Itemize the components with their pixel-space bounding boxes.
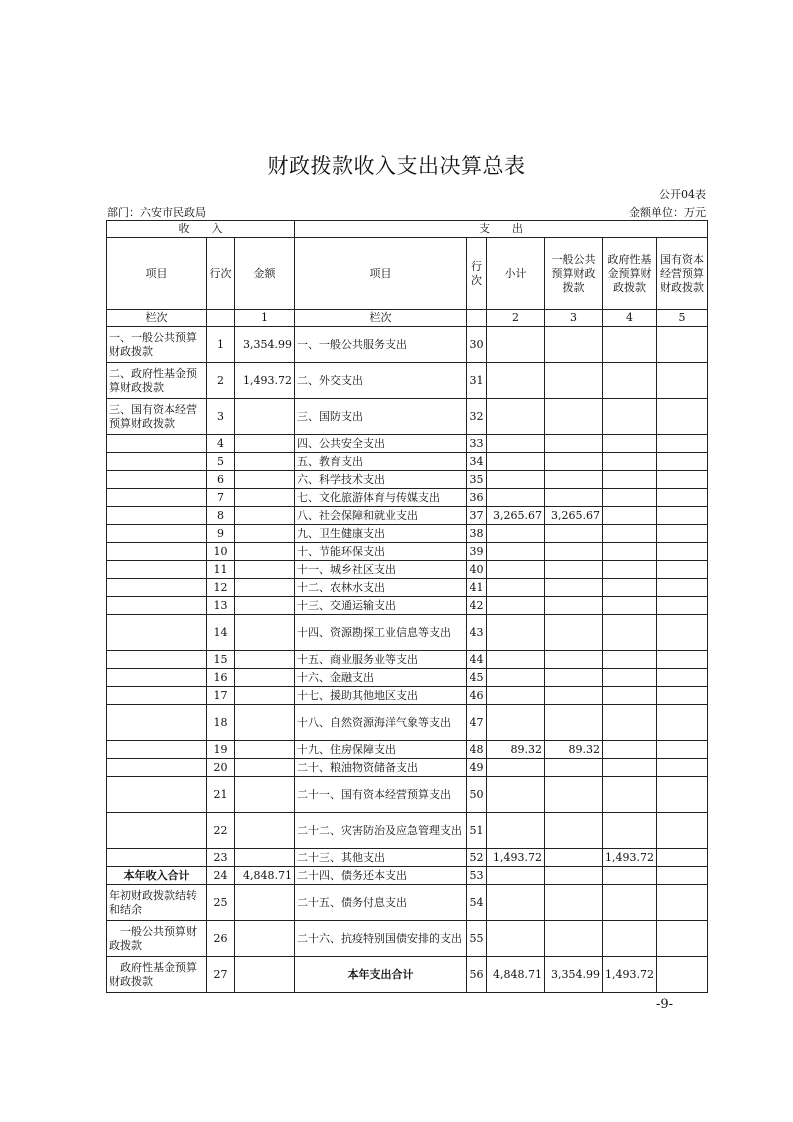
general-budget-cell [545, 777, 603, 813]
column-index-1: 1 [235, 310, 295, 327]
expense-line-no-cell: 31 [467, 363, 487, 399]
income-item-cell [107, 741, 207, 759]
expense-line-no-cell: 49 [467, 759, 487, 777]
income-amount-cell [235, 777, 295, 813]
subtotal-cell [487, 597, 545, 615]
income-line-no-cell: 21 [207, 777, 235, 813]
general-budget-cell [545, 759, 603, 777]
income-item-cell [107, 615, 207, 651]
gov-fund-cell [603, 669, 657, 687]
income-item-cell [107, 759, 207, 777]
gov-fund-cell: 1,493.72 [603, 957, 657, 993]
income-amount-cell [235, 921, 295, 957]
gov-fund-header: 政府性基金预算财政拨款 [603, 238, 657, 310]
income-item-cell [107, 777, 207, 813]
expense-item-cell: 二十六、抗疫特别国债安排的支出 [295, 921, 467, 957]
income-line-no-cell: 27 [207, 957, 235, 993]
income-item-cell: 一般公共预算财政拨款 [107, 921, 207, 957]
expense-item-cell: 十、节能环保支出 [295, 543, 467, 561]
table-row [107, 867, 708, 885]
expense-item-cell: 二十、粮油物资储备支出 [295, 759, 467, 777]
state-capital-cell [657, 957, 708, 993]
subtotal-cell [487, 669, 545, 687]
general-budget-cell [545, 687, 603, 705]
state-capital-cell [657, 813, 708, 849]
income-item-cell [107, 489, 207, 507]
income-item-cell [107, 435, 207, 453]
state-capital-cell [657, 327, 708, 363]
income-amount-header: 金额 [235, 238, 295, 310]
subtotal-cell [487, 687, 545, 705]
general-budget-cell: 89.32 [545, 741, 603, 759]
subtotal-cell [487, 471, 545, 489]
subtotal-cell [487, 435, 545, 453]
expense-line-no-cell: 42 [467, 597, 487, 615]
income-item-cell [107, 507, 207, 525]
income-item-cell [107, 453, 207, 471]
general-budget-cell [545, 561, 603, 579]
gov-fund-cell [603, 579, 657, 597]
table-row [107, 453, 708, 471]
gov-fund-cell [603, 741, 657, 759]
general-budget-cell [545, 489, 603, 507]
state-capital-cell [657, 849, 708, 867]
expense-line-no-cell: 44 [467, 651, 487, 669]
income-amount-cell [235, 399, 295, 435]
table-row [107, 525, 708, 543]
table-row [107, 363, 708, 399]
gov-fund-cell [603, 867, 657, 885]
income-amount-cell [235, 615, 295, 651]
state-capital-cell [657, 561, 708, 579]
unit-label: 金额单位：万元 [629, 206, 706, 219]
gov-fund-cell [603, 615, 657, 651]
expense-line-no-cell: 56 [467, 957, 487, 993]
expense-line-no-cell: 36 [467, 489, 487, 507]
table-row [107, 651, 708, 669]
income-amount-cell: 4,848.71 [235, 867, 295, 885]
page-title: 财政拨款收入支出决算总表 [267, 154, 526, 178]
income-amount-cell [235, 669, 295, 687]
income-amount-cell [235, 435, 295, 453]
income-item-cell: 二、政府性基金预算财政拨款 [107, 363, 207, 399]
gov-fund-cell [603, 813, 657, 849]
expense-line-no-cell: 53 [467, 867, 487, 885]
table-row [107, 615, 708, 651]
expense-item-cell: 六、科学技术支出 [295, 471, 467, 489]
gov-fund-cell [603, 651, 657, 669]
subtotal-cell [487, 813, 545, 849]
gov-fund-cell [603, 777, 657, 813]
income-section-header: 收 入 [107, 221, 295, 238]
column-index-3: 3 [545, 310, 603, 327]
state-capital-cell [657, 579, 708, 597]
subtotal-cell [487, 651, 545, 669]
income-amount-cell [235, 561, 295, 579]
general-budget-cell: 3,354.99 [545, 957, 603, 993]
income-line-no-cell: 17 [207, 687, 235, 705]
income-line-no-cell: 11 [207, 561, 235, 579]
income-line-no-cell: 20 [207, 759, 235, 777]
general-budget-cell [545, 867, 603, 885]
income-line-no-cell: 19 [207, 741, 235, 759]
income-item-cell [107, 579, 207, 597]
column-index-row [107, 310, 708, 327]
general-budget-cell [545, 453, 603, 471]
income-line-no-cell: 1 [207, 327, 235, 363]
gov-fund-cell [603, 705, 657, 741]
income-line-no-cell: 12 [207, 579, 235, 597]
expense-item-cell: 十九、住房保障支出 [295, 741, 467, 759]
expense-line-no-cell: 40 [467, 561, 487, 579]
state-capital-cell [657, 777, 708, 813]
general-budget-cell [545, 597, 603, 615]
state-capital-cell [657, 759, 708, 777]
income-item-cell [107, 561, 207, 579]
table-row [107, 543, 708, 561]
state-capital-cell [657, 921, 708, 957]
state-capital-cell [657, 453, 708, 471]
column-index-2: 2 [487, 310, 545, 327]
income-line-no-cell: 13 [207, 597, 235, 615]
income-line-no-cell: 10 [207, 543, 235, 561]
income-amount-cell [235, 651, 295, 669]
income-amount-cell [235, 525, 295, 543]
income-line-no-cell: 22 [207, 813, 235, 849]
subtotal-cell [487, 705, 545, 741]
table-row [107, 327, 708, 363]
subtotal-cell [487, 885, 545, 921]
table-row [107, 489, 708, 507]
table-row [107, 849, 708, 867]
general-budget-cell [545, 885, 603, 921]
state-capital-cell [657, 435, 708, 453]
expense-item-cell: 二十三、其他支出 [295, 849, 467, 867]
income-amount-cell [235, 705, 295, 741]
income-item-header: 项目 [107, 238, 207, 310]
expense-line-no-cell: 51 [467, 813, 487, 849]
income-amount-cell [235, 471, 295, 489]
income-item-cell [107, 687, 207, 705]
expense-item-cell: 七、文化旅游体育与传媒支出 [295, 489, 467, 507]
expense-line-no-cell: 45 [467, 669, 487, 687]
general-budget-cell [545, 615, 603, 651]
table-row [107, 435, 708, 453]
expense-item-cell: 二十一、国有资本经营预算支出 [295, 777, 467, 813]
state-capital-cell [657, 867, 708, 885]
gov-fund-cell [603, 597, 657, 615]
state-capital-cell [657, 741, 708, 759]
income-amount-cell [235, 813, 295, 849]
subtotal-cell [487, 777, 545, 813]
income-item-cell: 年初财政拨款结转和结余 [107, 885, 207, 921]
expense-item-cell: 十六、金融支出 [295, 669, 467, 687]
page-number: -9- [656, 997, 674, 1012]
income-amount-cell [235, 597, 295, 615]
table-row [107, 957, 708, 993]
state-capital-cell [657, 687, 708, 705]
table-row [107, 669, 708, 687]
general-budget-cell [545, 921, 603, 957]
income-amount-cell: 3,354.99 [235, 327, 295, 363]
income-item-cell: 三、国有资本经营预算财政拨款 [107, 399, 207, 435]
subtotal-header: 小计 [487, 238, 545, 310]
column-index-label: 栏次 [107, 310, 207, 327]
income-amount-cell: 1,493.72 [235, 363, 295, 399]
gov-fund-cell [603, 687, 657, 705]
expense-item-cell: 十一、城乡社区支出 [295, 561, 467, 579]
expense-item-cell: 二十四、债务还本支出 [295, 867, 467, 885]
expense-item-header: 项目 [295, 238, 467, 310]
expense-line-no-cell: 48 [467, 741, 487, 759]
expense-item-cell: 十七、援助其他地区支出 [295, 687, 467, 705]
income-line-no-cell: 18 [207, 705, 235, 741]
income-amount-cell [235, 543, 295, 561]
general-budget-cell [545, 669, 603, 687]
table-row [107, 687, 708, 705]
expense-item-cell: 十二、农林水支出 [295, 579, 467, 597]
gov-fund-cell [603, 921, 657, 957]
gov-fund-cell [603, 759, 657, 777]
gov-fund-cell [603, 363, 657, 399]
income-line-no-cell: 15 [207, 651, 235, 669]
expense-line-no-cell: 33 [467, 435, 487, 453]
income-line-no-cell: 14 [207, 615, 235, 651]
income-item-cell [107, 525, 207, 543]
income-item-cell [107, 669, 207, 687]
gov-fund-cell [603, 507, 657, 525]
subtotal-cell [487, 543, 545, 561]
expense-item-cell: 二、外交支出 [295, 363, 467, 399]
expense-item-cell: 十五、商业服务业等支出 [295, 651, 467, 669]
empty-cell [467, 310, 487, 327]
table-row [107, 579, 708, 597]
expense-item-cell: 三、国防支出 [295, 399, 467, 435]
gov-fund-cell [603, 525, 657, 543]
state-capital-cell [657, 615, 708, 651]
expense-line-no-cell: 46 [467, 687, 487, 705]
section-header-row [107, 221, 708, 238]
table-row [107, 813, 708, 849]
state-capital-cell [657, 597, 708, 615]
general-budget-cell [545, 813, 603, 849]
subtotal-cell [487, 363, 545, 399]
state-capital-cell [657, 885, 708, 921]
general-budget-cell [545, 651, 603, 669]
expense-item-cell: 十八、自然资源海洋气象等支出 [295, 705, 467, 741]
subtotal-cell [487, 759, 545, 777]
expense-line-no-cell: 34 [467, 453, 487, 471]
general-budget-cell [545, 327, 603, 363]
income-line-no-cell: 9 [207, 525, 235, 543]
column-index-label-expense: 栏次 [295, 310, 467, 327]
gov-fund-cell [603, 561, 657, 579]
state-capital-cell [657, 471, 708, 489]
gov-fund-cell [603, 543, 657, 561]
expense-line-no-cell: 50 [467, 777, 487, 813]
state-capital-cell [657, 399, 708, 435]
expense-line-no-cell: 43 [467, 615, 487, 651]
state-capital-cell [657, 543, 708, 561]
income-item-cell [107, 813, 207, 849]
gov-fund-cell [603, 489, 657, 507]
income-amount-cell [235, 741, 295, 759]
expense-line-no-cell: 55 [467, 921, 487, 957]
gov-fund-cell: 1,493.72 [603, 849, 657, 867]
subtotal-cell: 3,265.67 [487, 507, 545, 525]
subtotal-cell [487, 453, 545, 471]
income-amount-cell [235, 687, 295, 705]
income-item-cell [107, 471, 207, 489]
income-item-cell: 政府性基金预算财政拨款 [107, 957, 207, 993]
income-amount-cell [235, 579, 295, 597]
expense-item-cell: 四、公共安全支出 [295, 435, 467, 453]
expense-item-cell: 五、教育支出 [295, 453, 467, 471]
subtotal-cell [487, 327, 545, 363]
income-line-no-cell: 16 [207, 669, 235, 687]
gov-fund-cell [603, 399, 657, 435]
expense-item-cell: 一、一般公共服务支出 [295, 327, 467, 363]
subtotal-cell [487, 399, 545, 435]
expense-item-cell: 九、卫生健康支出 [295, 525, 467, 543]
table-row [107, 507, 708, 525]
expense-line-no-cell: 30 [467, 327, 487, 363]
income-item-cell [107, 543, 207, 561]
gov-fund-cell [603, 327, 657, 363]
expense-line-no-cell: 37 [467, 507, 487, 525]
income-amount-cell [235, 507, 295, 525]
expense-item-cell: 八、社会保障和就业支出 [295, 507, 467, 525]
table-row [107, 705, 708, 741]
expense-line-no-cell: 39 [467, 543, 487, 561]
table-row [107, 471, 708, 489]
income-line-no-cell: 3 [207, 399, 235, 435]
expense-section-header: 支 出 [295, 221, 708, 238]
expense-item-cell: 十四、资源勘探工业信息等支出 [295, 615, 467, 651]
income-amount-cell [235, 849, 295, 867]
subtotal-cell: 1,493.72 [487, 849, 545, 867]
state-capital-cell [657, 705, 708, 741]
income-line-no-cell: 6 [207, 471, 235, 489]
expense-line-no-cell: 41 [467, 579, 487, 597]
income-item-cell [107, 597, 207, 615]
subtotal-cell [487, 579, 545, 597]
expense-item-cell: 二十二、灾害防治及应急管理支出 [295, 813, 467, 849]
state-capital-cell [657, 669, 708, 687]
gov-fund-cell [603, 885, 657, 921]
income-line-no-cell: 8 [207, 507, 235, 525]
expense-item-cell: 十三、交通运输支出 [295, 597, 467, 615]
income-amount-cell [235, 489, 295, 507]
income-line-no-cell: 26 [207, 921, 235, 957]
income-amount-cell [235, 957, 295, 993]
income-item-cell: 一、一般公共预算财政拨款 [107, 327, 207, 363]
expense-line-no-cell: 32 [467, 399, 487, 435]
state-capital-header: 国有资本经营预算财政拨款 [657, 238, 708, 310]
general-budget-cell: 3,265.67 [545, 507, 603, 525]
form-number: 公开04表 [659, 188, 706, 201]
income-line-no-cell: 5 [207, 453, 235, 471]
income-line-no-cell: 25 [207, 885, 235, 921]
expense-line-header: 行次 [467, 238, 487, 310]
state-capital-cell [657, 507, 708, 525]
subtotal-cell [487, 867, 545, 885]
state-capital-cell [657, 525, 708, 543]
income-item-cell [107, 651, 207, 669]
general-budget-cell [545, 471, 603, 489]
gov-fund-cell [603, 471, 657, 489]
column-index-5: 5 [657, 310, 708, 327]
subtotal-cell: 4,848.71 [487, 957, 545, 993]
general-budget-cell [545, 849, 603, 867]
general-budget-cell [545, 705, 603, 741]
general-budget-cell [545, 579, 603, 597]
department-label: 部门：六安市民政局 [107, 206, 206, 219]
state-capital-cell [657, 363, 708, 399]
income-line-no-cell: 4 [207, 435, 235, 453]
income-item-cell [107, 705, 207, 741]
table-row [107, 759, 708, 777]
income-line-no-cell: 23 [207, 849, 235, 867]
income-line-header: 行次 [207, 238, 235, 310]
table-row [107, 921, 708, 957]
state-capital-cell [657, 651, 708, 669]
state-capital-cell [657, 489, 708, 507]
expense-line-no-cell: 47 [467, 705, 487, 741]
gov-fund-cell [603, 435, 657, 453]
income-amount-cell [235, 453, 295, 471]
general-budget-cell [545, 543, 603, 561]
income-line-no-cell: 2 [207, 363, 235, 399]
income-item-cell [107, 849, 207, 867]
income-line-no-cell: 24 [207, 867, 235, 885]
expense-item-cell: 二十五、债务付息支出 [295, 885, 467, 921]
income-item-cell: 本年收入合计 [107, 867, 207, 885]
expense-item-cell: 本年支出合计 [295, 957, 467, 993]
general-budget-cell [545, 525, 603, 543]
expense-line-no-cell: 38 [467, 525, 487, 543]
table-row [107, 777, 708, 813]
expense-line-no-cell: 52 [467, 849, 487, 867]
column-index-4: 4 [603, 310, 657, 327]
subtotal-cell [487, 615, 545, 651]
general-budget-cell [545, 363, 603, 399]
empty-cell [207, 310, 235, 327]
expense-line-no-cell: 54 [467, 885, 487, 921]
income-line-no-cell: 7 [207, 489, 235, 507]
table-row [107, 741, 708, 759]
subtotal-cell [487, 561, 545, 579]
income-amount-cell [235, 885, 295, 921]
table-row [107, 885, 708, 921]
column-header-row [107, 238, 708, 310]
budget-table [106, 220, 708, 993]
general-budget-cell [545, 435, 603, 453]
income-amount-cell [235, 759, 295, 777]
expense-line-no-cell: 35 [467, 471, 487, 489]
general-budget-cell [545, 399, 603, 435]
subtotal-cell: 89.32 [487, 741, 545, 759]
subtotal-cell [487, 921, 545, 957]
table-row [107, 597, 708, 615]
subtotal-cell [487, 489, 545, 507]
table-row [107, 561, 708, 579]
table-row [107, 399, 708, 435]
subtotal-cell [487, 525, 545, 543]
gov-fund-cell [603, 453, 657, 471]
general-budget-header: 一般公共预算财政拨款 [545, 238, 603, 310]
